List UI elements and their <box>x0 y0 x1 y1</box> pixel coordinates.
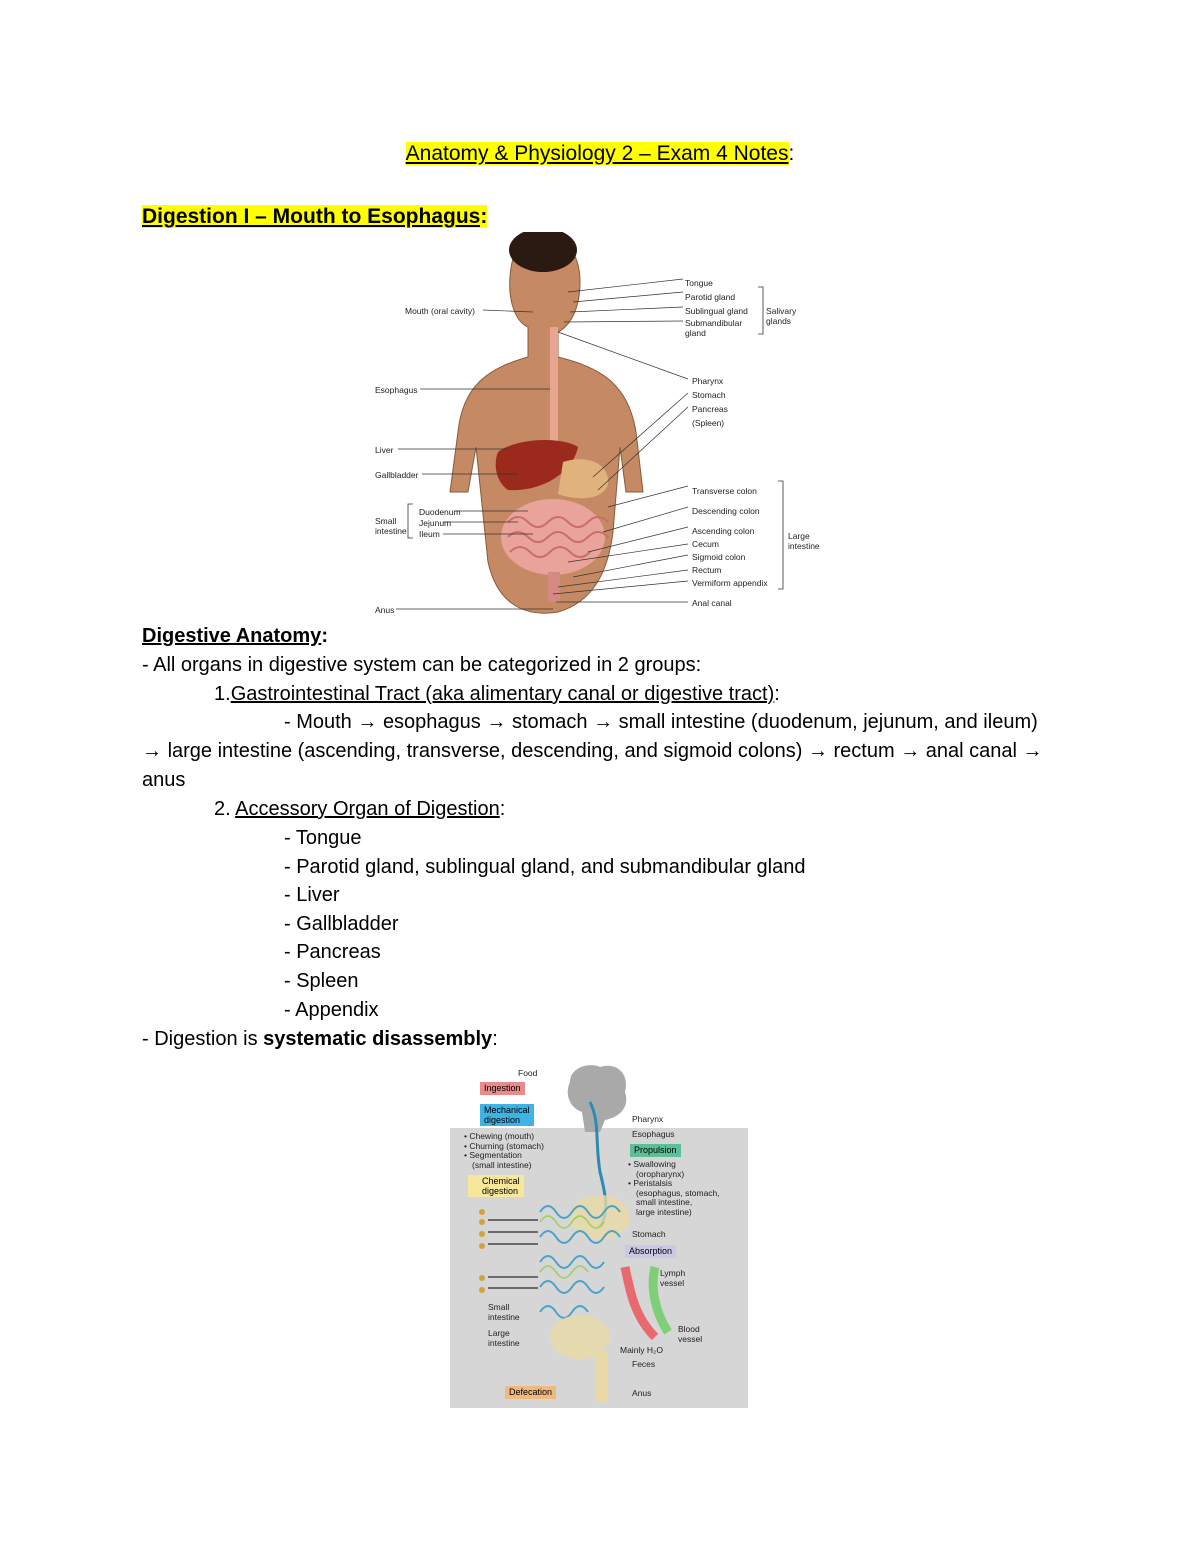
mainly-water-label: Mainly H₂O <box>620 1345 663 1355</box>
figure1-right-labels-colon: Transverse colon Descending colon Ascending colon <box>692 486 760 536</box>
list-item: - Parotid gland, sublingual gland, and submandibular gland <box>284 855 806 878</box>
document-title: Anatomy & Physiology 2 – Exam 4 Notes: <box>405 142 795 165</box>
propulsion-list: • Swallowing (oropharynx) • Peristalsis (esophagus, stomach, small intestine, large intestine) <box>628 1159 720 1217</box>
mechanical-list: • Chewing (mouth) • Churning (stomach) • Segmentation (small intestine) <box>464 1131 544 1170</box>
anus-label: Anus <box>632 1388 652 1398</box>
large-intestine-label: Large intestine <box>788 531 820 551</box>
food-label: Food <box>518 1068 538 1078</box>
chemical-digestion-badge: Chemical digestion <box>468 1175 524 1197</box>
liver-label: Liver <box>375 445 394 455</box>
feces-label: Feces <box>632 1359 656 1369</box>
lymph-vessel-label: Lymph vessel <box>660 1268 686 1288</box>
stomach-label: Stomach <box>632 1229 666 1239</box>
list-item: - Spleen <box>284 969 359 992</box>
figure1-right-labels-mid: Pharynx Stomach Pancreas (Spleen) <box>692 376 728 428</box>
pharynx-label: Pharynx <box>632 1114 664 1124</box>
accessory-organs-list <box>284 824 805 1024</box>
mouth-label: Mouth (oral cavity) <box>405 306 475 316</box>
anal-canal-label: Anal canal <box>692 598 732 608</box>
figure1-right-labels-lower: Cecum Sigmoid colon Rectum Vermiform appendix <box>692 539 768 588</box>
list-item: - Gallbladder <box>284 912 399 935</box>
salivary-glands-label: Salivary glands <box>766 306 797 326</box>
list-item: - Tongue <box>284 827 362 849</box>
small-intestine-label: Small intestine <box>375 516 407 536</box>
large-intestine-label: Large intestine <box>488 1328 520 1348</box>
absorption-badge: Absorption <box>625 1245 676 1258</box>
blood-vessel-label: Blood vessel <box>678 1324 703 1344</box>
ingestion-badge: Ingestion <box>480 1082 525 1095</box>
small-intestine-parts: Duodenum Jejunum Ileum <box>419 507 461 539</box>
section-heading: Digestion I – Mouth to Esophagus: <box>142 205 488 228</box>
title-text: Anatomy & Physiology 2 – Exam 4 Notes <box>405 142 789 165</box>
intro-line: - All organs in digestive system can be categorized in 2 groups: <box>142 654 702 676</box>
digestive-system-figure <box>358 232 838 617</box>
accessory-organs-item: 2. Accessory Organ of Digestion: <box>214 798 506 820</box>
list-item: - Liver <box>284 884 340 907</box>
gi-tract-sequence: - Mouth → esophagus → stomach → small intestine (duodenum, jejunum, and ileum) → large intestine (ascending, transverse, descending, and sigmoid colons) → rectum → anal canal → anus <box>142 711 1043 791</box>
defecation-badge: Defecation <box>505 1386 556 1399</box>
esophagus-label: Esophagus <box>375 385 418 395</box>
figure1-right-labels-top: Tongue Parotid gland Sublingual gland Submandibular gland <box>685 278 748 338</box>
mechanical-digestion-badge: Mechanical digestion <box>480 1104 534 1126</box>
anus-label: Anus <box>375 605 395 615</box>
gi-tract-item: 1.Gastrointestinal Tract (aka alimentary canal or digestive tract): <box>214 683 780 705</box>
gallbladder-label: Gallbladder <box>375 470 419 480</box>
esophagus-label: Esophagus <box>632 1129 675 1139</box>
digestion-line: - Digestion is systematic disassembly: <box>142 1028 498 1050</box>
small-intestine-label: Small intestine <box>488 1302 520 1322</box>
digestive-anatomy-heading: Digestive Anatomy: <box>142 625 328 647</box>
list-item: - Appendix <box>284 998 379 1021</box>
propulsion-badge: Propulsion <box>630 1144 681 1157</box>
digestive-processes-figure <box>450 1062 748 1408</box>
list-item: - Pancreas <box>284 941 381 964</box>
